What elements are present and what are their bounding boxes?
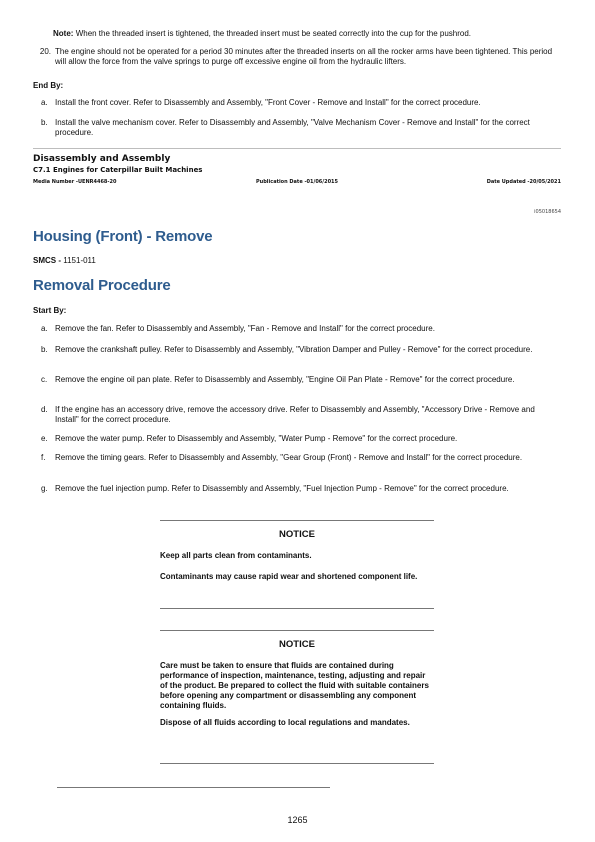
page-title: Housing (Front) - Remove: [33, 228, 213, 245]
section-heading: Removal Procedure: [33, 277, 171, 294]
notice-bottom-rule: [160, 763, 434, 764]
notice-title: NOTICE: [279, 529, 315, 540]
note-text: When the threaded insert is tightened, the threaded insert must be seated correctly into the cup for the pushrod.: [75, 29, 472, 38]
list-marker: c.: [41, 375, 48, 384]
notice-paragraph: Contaminants may cause rapid wear and shortened component life.: [160, 572, 418, 581]
list-marker: b.: [41, 118, 48, 127]
note-paragraph: [53, 29, 553, 39]
list-marker: e.: [41, 434, 48, 443]
list-text: Remove the timing gears. Refer to Disassembly and Assembly, "Gear Group (Front) - Remove and Install" for the correct procedure.: [55, 453, 523, 462]
list-marker: d.: [41, 405, 48, 414]
list-text: Install the valve mechanism cover. Refer to Disassembly and Assembly, "Valve Mechanism Cover - Remove and Install" for the correct procedure.: [55, 118, 530, 137]
smcs-label: SMCS -: [33, 256, 61, 265]
list-marker: a.: [41, 324, 48, 333]
list-text: Remove the water pump. Refer to Disassembly and Assembly, "Water Pump - Remove" for the correct procedure.: [55, 434, 458, 443]
page-number: 1265: [287, 815, 308, 825]
list-text: Remove the fuel injection pump. Refer to Disassembly and Assembly, "Fuel Injection Pump - Remove" for the correct procedure.: [55, 484, 509, 493]
list-marker: f.: [41, 453, 46, 462]
list-text: Remove the engine oil pan plate. Refer to Disassembly and Assembly, "Engine Oil Pan Plate - Remove" for the correct procedure.: [55, 375, 515, 384]
footer-divider: [57, 787, 330, 788]
end-by-label: End By:: [33, 81, 64, 90]
list-marker: b.: [41, 345, 48, 354]
notice-paragraph: Keep all parts clean from contaminants.: [160, 551, 312, 560]
notice-top-rule: [160, 520, 434, 521]
notice-top-rule: [160, 630, 434, 631]
step-text: The engine should not be operated for a period 30 minutes after the threaded inserts on all the rocker arms have been tightened. This period will allow the force from the valve springs to purge off excessive engine oil from the hydraulic lifters.: [55, 47, 553, 66]
publication-date: Publication Date -01/06/2015: [256, 179, 339, 185]
notice-box: [160, 520, 434, 582]
notice-box: [160, 630, 434, 728]
list-text: Remove the fan. Refer to Disassembly and Assembly, "Fan - Remove and Install" for the correct procedure.: [55, 324, 435, 333]
smcs-line: [33, 256, 96, 266]
list-text: Install the front cover. Refer to Disassembly and Assembly, "Front Cover - Remove and Install" for the correct procedure.: [55, 98, 481, 107]
smcs-value: 1151-011: [63, 256, 96, 265]
list-text: If the engine has an accessory drive, remove the accessory drive. Refer to Disassembly and Assembly, "Accessory Drive - Remove and Install" for the correct procedure.: [55, 405, 535, 424]
date-updated: Date Updated -20/05/2021: [486, 179, 561, 185]
notice-paragraph: Care must be taken to ensure that fluids are contained during performance of inspection, maintenance, testing, adjusting and repair of the product. Be prepared to collect the fluid with suitable containers before opening any compartment or disassembling any component containing fluids.: [160, 661, 429, 710]
note-label: Note:: [53, 29, 74, 38]
list-text: Remove the crankshaft pulley. Refer to Disassembly and Assembly, "Vibration Damper and Pulley - Remove" for the correct procedure.: [55, 345, 533, 354]
doc-id: i05018654: [534, 209, 561, 215]
doc-title: Disassembly and Assembly: [33, 154, 171, 164]
notice-title: NOTICE: [279, 639, 315, 650]
section-divider: [33, 148, 561, 149]
step-number: 20.: [39, 47, 51, 56]
doc-subtitle: C7.1 Engines for Caterpillar Built Machines: [33, 166, 203, 174]
start-by-label: Start By:: [33, 306, 67, 315]
notice-bottom-rule: [160, 608, 434, 609]
notice-paragraph: Dispose of all fluids according to local regulations and mandates.: [160, 718, 410, 727]
list-marker: g.: [41, 484, 48, 493]
media-number: Media Number -UENR4468-20: [33, 179, 117, 185]
list-marker: a.: [41, 98, 48, 107]
